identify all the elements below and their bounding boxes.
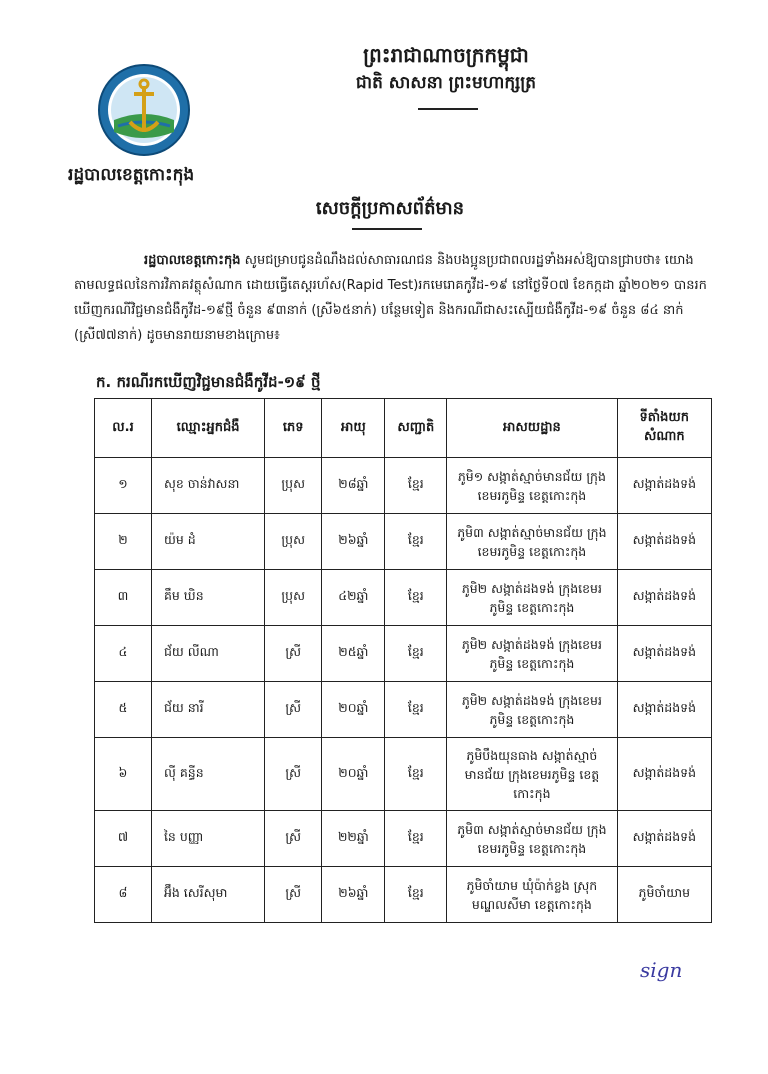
table-row (95, 458, 712, 514)
col-header-name: ឈ្មោះអ្នកជំងឺ (151, 399, 264, 458)
cell-sex: ស្រី (265, 738, 322, 811)
cell-no: ៧ (95, 811, 152, 867)
table-row (95, 570, 712, 626)
cell-nationality: ខ្មែរ (385, 514, 447, 570)
cell-address: ភូមិបឹងយុនធាង សង្កាត់ស្មាច់មានជ័យ ក្រុងខេមរភូមិន្ទ ខេត្តកោះកុង (447, 738, 617, 811)
cell-name: អ៊ឹង សេរីសុមា (151, 867, 264, 923)
cell-address: ភូមិ២ សង្កាត់ដងទង់ ក្រុងខេមរភូមិន្ទ ខេត្តកោះកុង (447, 626, 617, 682)
col-header-age: អាយុ (322, 399, 385, 458)
cell-sample-site: សង្កាត់ដងទង់ (617, 738, 711, 811)
cell-nationality: ខ្មែរ (385, 682, 447, 738)
intro-text: សូមជម្រាបជូនដំណឹងដល់សាធារណជន និងបងប្អូនប្រជាពលរដ្ឋទាំងអស់ឱ្យបានជ្រាបថា៖ យោងតាមលទ្ធផលនៃការវិភាគវត្ថុសំណាក ដោយធ្វើតេស្តរហ័ស(Rapid Test)រកមេរោគកូវីដ-១៩ នៅថ្ងៃទី០៧ ខែកក្កដា ឆ្នាំ២០២១ បានរកឃើញករណីវិជ្ជមានជំងឺកូវីដ-១៩ថ្មី ចំនួន ៩៣នាក់ (ស្រី៦៥នាក់) បន្ថែមទៀត និងករណីជាសះស្បើយជំងឺកូវីដ-១៩ ចំនួន ៨៤ នាក់ (ស្រី៧៧នាក់) ដូចមានរាយនាមខាងក្រោម៖ (74, 253, 707, 343)
cell-address: ភូមិ១ សង្កាត់ស្មាច់មានជ័យ ក្រុងខេមរភូមិន្ទ ខេត្តកោះកុង (447, 458, 617, 514)
cell-age: ២៥ឆ្នាំ (322, 626, 385, 682)
table-header-row (95, 399, 712, 458)
cell-sex: ស្រី (265, 811, 322, 867)
table-row (95, 738, 712, 811)
cell-age: ២២ឆ្នាំ (322, 811, 385, 867)
cell-age: ៤២ឆ្នាំ (322, 570, 385, 626)
signature-mark: sign (640, 958, 683, 982)
table-row (95, 626, 712, 682)
cell-name: ល៉ី គន្ធីន (151, 738, 264, 811)
cell-no: ៣ (95, 570, 152, 626)
cell-name: ជ័យ នារី (151, 682, 264, 738)
cell-nationality: ខ្មែរ (385, 626, 447, 682)
cell-nationality: ខ្មែរ (385, 570, 447, 626)
cell-no: ១ (95, 458, 152, 514)
cell-sex: ប្រុស (265, 458, 322, 514)
cell-sample-site: សង្កាត់ដងទង់ (617, 514, 711, 570)
cell-address: ភូមិ៣ សង្កាត់ស្មាច់មានជ័យ ក្រុងខេមរភូមិន្ទ ខេត្តកោះកុង (447, 811, 617, 867)
cell-name: នៃ បញ្ញា (151, 811, 264, 867)
cell-sex: ប្រុស (265, 570, 322, 626)
intro-lead: រដ្ឋបាលខេត្តកោះកុង (144, 253, 241, 268)
provincial-seal-anchor-icon (96, 62, 192, 158)
cell-address: ភូមិ៣ សង្កាត់ស្មាច់មានជ័យ ក្រុងខេមរភូមិន្ទ ខេត្តកោះកុង (447, 514, 617, 570)
cell-sample-site: សង្កាត់ដងទង់ (617, 570, 711, 626)
col-header-address: អាសយដ្ឋាន (447, 399, 617, 458)
cell-age: ២៦ឆ្នាំ (322, 514, 385, 570)
cell-sample-site: ភូមិចាំយាម (617, 867, 711, 923)
cell-no: ៨ (95, 867, 152, 923)
col-header-sex: ភេទ (265, 399, 322, 458)
cell-sample-site: សង្កាត់ដងទង់ (617, 626, 711, 682)
col-header-sample-site: ទីតាំងយកសំណាក (617, 399, 711, 458)
cases-table (94, 398, 712, 923)
cell-age: ២០ឆ្នាំ (322, 738, 385, 811)
cell-sample-site: សង្កាត់ដងទង់ (617, 811, 711, 867)
title-ornament-divider (352, 228, 422, 234)
cell-sex: ប្រុស (265, 514, 322, 570)
table-row (95, 811, 712, 867)
col-header-no: ល.រ (95, 399, 152, 458)
header-ornament-divider (418, 108, 478, 114)
cell-address: ភូមិចាំយាម ឃុំប៉ាក់ខ្លង ស្រុកមណ្ឌលសីមា ខេត្តកោះកុង (447, 867, 617, 923)
cell-no: ៦ (95, 738, 152, 811)
cell-name: យ៉ម ដំ (151, 514, 264, 570)
table-row (95, 867, 712, 923)
cell-age: ២៦ឆ្នាំ (322, 867, 385, 923)
cell-name: គឹម ឃិន (151, 570, 264, 626)
cell-no: ៥ (95, 682, 152, 738)
cell-nationality: ខ្មែរ (385, 867, 447, 923)
cell-sample-site: សង្កាត់ដងទង់ (617, 682, 711, 738)
cell-address: ភូមិ២ សង្កាត់ដងទង់ ក្រុងខេមរភូមិន្ទ ខេត្តកោះកុង (447, 682, 617, 738)
intro-paragraph (74, 248, 714, 348)
table-row (95, 514, 712, 570)
cell-sex: ស្រី (265, 867, 322, 923)
cell-address: ភូមិ២ សង្កាត់ដងទង់ ក្រុងខេមរភូមិន្ទ ខេត្តកោះកុង (447, 570, 617, 626)
col-header-nationality: សញ្ជាតិ (385, 399, 447, 458)
cell-sex: ស្រី (265, 626, 322, 682)
provincial-seal-logo (96, 62, 192, 158)
cell-sex: ស្រី (265, 682, 322, 738)
cell-nationality: ខ្មែរ (385, 811, 447, 867)
cell-nationality: ខ្មែរ (385, 458, 447, 514)
cell-no: ២ (95, 514, 152, 570)
cell-age: ២០ឆ្នាំ (322, 682, 385, 738)
section-heading: ក. ករណីរកឃើញវិជ្ជមានជំងឺកូវីដ-១៩ ថ្មី (96, 373, 321, 391)
cell-age: ២៨ឆ្នាំ (322, 458, 385, 514)
document-title: សេចក្តីប្រកាសព័ត៌មាន (315, 198, 465, 219)
cell-sample-site: សង្កាត់ដងទង់ (617, 458, 711, 514)
issuing-organization: រដ្ឋបាលខេត្តកោះកុង (68, 165, 195, 185)
national-motto: ជាតិ សាសនា ព្រះមហាក្សត្រ (355, 73, 537, 93)
cell-no: ៤ (95, 626, 152, 682)
cell-nationality: ខ្មែរ (385, 738, 447, 811)
table-row (95, 682, 712, 738)
cell-name: សុខ ចាន់វាសនា (151, 458, 264, 514)
kingdom-heading: ព្រះរាជាណាចក្រកម្ពុជា (363, 43, 529, 67)
cell-name: ជ័យ លីណា (151, 626, 264, 682)
